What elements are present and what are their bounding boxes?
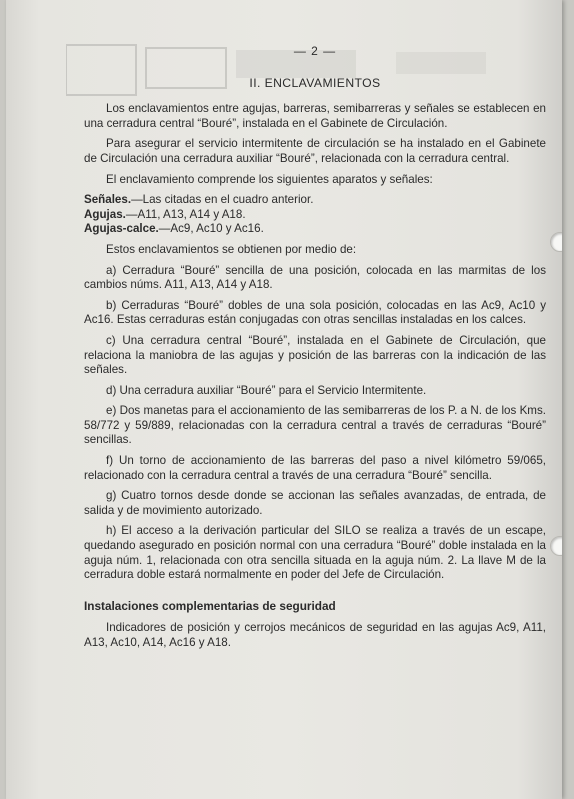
paragraph-4: Estos enclavamientos se obtienen por medio de: — [106, 242, 357, 256]
apparatus-text: —Las citadas en el cuadro anterior. — [131, 193, 314, 207]
section-2-title: Instalaciones complementarias de seguridad — [84, 598, 336, 613]
apparatus-label: Agujas-calce. — [84, 222, 159, 236]
apparatus-label: Señales. — [84, 193, 132, 207]
apparatus-text: —Ac9, Ac10 y Ac16. — [158, 222, 264, 236]
apparatus-item — [84, 208, 546, 223]
section-2-text: Indicadores de posición y cerrojos mecánicos de seguridad en las agujas Ac9, A11, A13, Ac10, A14, Ac16 y A18. — [84, 621, 546, 649]
binder-hole-bottom — [550, 536, 562, 556]
apparatus-item — [84, 193, 546, 208]
paragraph-2: Para asegurar el servicio intermitente de circulación se ha instalado en el Gabinete de Circulación una cerradura auxiliar “Bouré”, relacionada con la cerradura central. — [84, 137, 546, 165]
paragraph-1: Los enclavamientos entre agujas, barreras, semibarreras y señales se establecen en una cerradura central “Bouré”, instalada en el Gabinete de Circulación. — [84, 102, 546, 130]
item-a: a) Cerradura “Bouré” sencilla de una posición, colocada en las marmitas de los cambios núms. A11, A13, A14 y A18. — [84, 263, 546, 292]
paragraph-3: El enclavamiento comprende los siguientes aparatos y señales: — [106, 172, 433, 186]
item-e: e) Dos manetas para el accionamiento de las semibarreras de los P. a N. de los Kms. 58/772 y 59/889, relacionadas con la cerradura central a través de cerraduras “Bouré” sencillas. — [84, 404, 546, 447]
document-body — [84, 44, 546, 657]
section-heading: II. ENCLAVAMIENTOS — [249, 75, 381, 90]
item-d: d) Una cerradura auxiliar “Bouré” para el Servicio Intermitente. — [106, 383, 427, 397]
apparatus-list — [84, 193, 546, 237]
apparatus-text: —A11, A13, A14 y A18. — [125, 207, 246, 221]
apparatus-label: Agujas. — [84, 207, 126, 221]
page-number: — 2 — — [293, 44, 337, 58]
apparatus-item — [84, 222, 546, 237]
document-page — [6, 0, 562, 799]
item-b: b) Cerraduras “Bouré” dobles de una sola posición, colocadas en las Ac9, Ac10 y Ac16. Estas cerraduras están conjugadas con otras sencillas instaladas en los calces. — [84, 298, 546, 327]
item-h: h) El acceso a la derivación particular del SILO se realiza a través de un escape, quedando asegurado en posición normal con una cerradura “Bouré” doble instalada en la aguja núm. 1, relacionada con otra sencilla situada en la aguja núm. 2. La llave M de la cerradura doble estará normalmente en poder del Jefe de Circulación. — [84, 524, 546, 582]
item-c: c) Una cerradura central “Bouré”, instalada en el Gabinete de Circulación, que relaciona la maniobra de las agujas y posición de las barreras con la indicación de las señales. — [84, 333, 546, 377]
item-g: g) Cuatro tornos desde donde se accionan las señales avanzadas, de entrada, de salida y de movimiento autorizado. — [84, 489, 546, 517]
item-f: f) Un torno de accionamiento de las barreras del paso a nivel kilómetro 59/065, relacionado con la cerradura central a través de una cerradura “Bouré” sencilla. — [84, 454, 546, 482]
binder-hole-top — [550, 232, 562, 252]
